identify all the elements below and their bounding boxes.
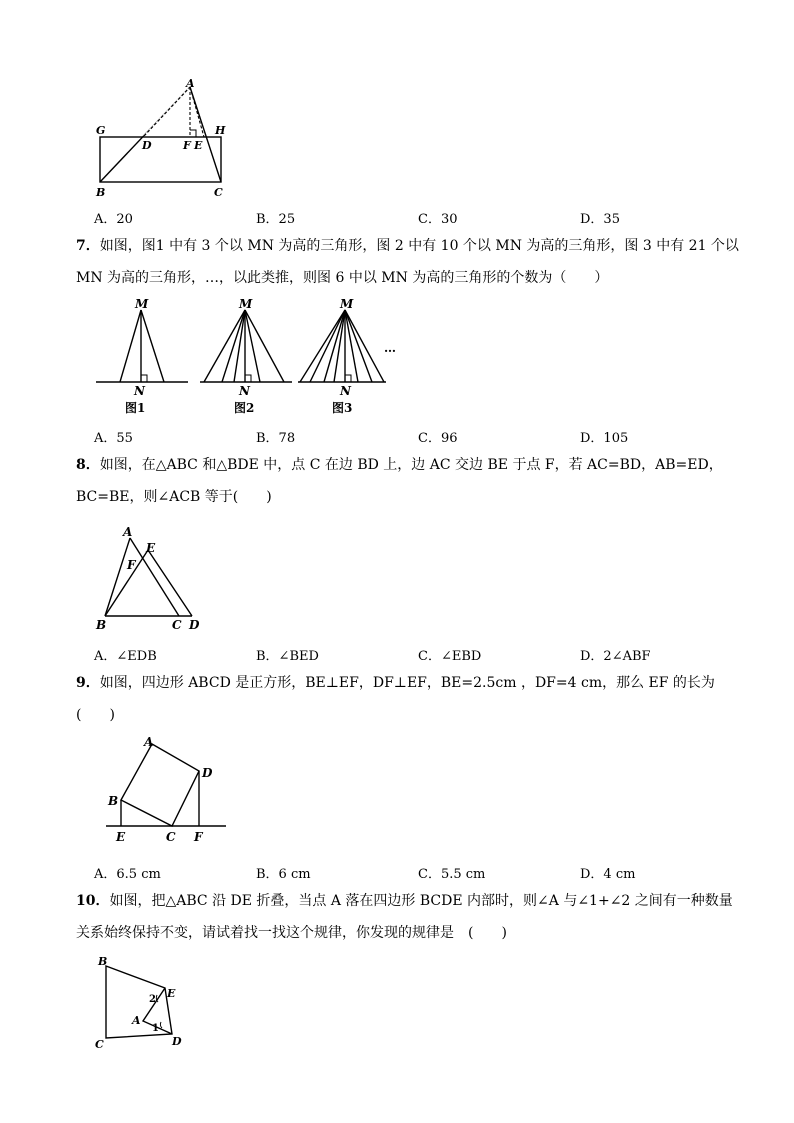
q6-label-E: E bbox=[194, 139, 203, 152]
q9-option-d[interactable]: D．4 cm bbox=[580, 867, 636, 882]
q10-label-D: D bbox=[172, 1035, 182, 1048]
q6-figure bbox=[92, 78, 232, 200]
q8-option-b[interactable]: B．∠BED bbox=[256, 649, 319, 664]
q10-figure bbox=[92, 952, 202, 1052]
q10-stem-line1 bbox=[76, 886, 733, 917]
q8-number: 8． bbox=[76, 457, 100, 473]
q7-figure bbox=[94, 294, 404, 418]
q8-label-C: C bbox=[172, 618, 182, 632]
q9-stem-line2: ( ) bbox=[76, 707, 115, 723]
q6-label-A: A bbox=[186, 78, 195, 90]
q8-stem-line2: BC=BE，则∠ACB 等于( ) bbox=[76, 489, 272, 505]
q6-label-B: B bbox=[96, 186, 106, 199]
q7-fig3-label-N: N bbox=[340, 384, 351, 398]
q6-label-G: G bbox=[96, 124, 106, 137]
q9-option-b[interactable]: B．6 cm bbox=[256, 867, 311, 882]
q8-label-E: E bbox=[146, 541, 156, 555]
q9-figure bbox=[100, 734, 232, 846]
q7-fig1-label-N: N bbox=[134, 384, 145, 398]
q10-label-B: B bbox=[98, 955, 108, 968]
q7-number: 7． bbox=[76, 238, 100, 254]
q9-label-D: D bbox=[202, 766, 213, 780]
q10-angle-1: 1 bbox=[152, 1023, 159, 1034]
q9-label-B: B bbox=[108, 794, 119, 808]
q10-text-1: 如图，把△ABC 沿 DE 折叠，当点 A 落在四边形 BCDE 内部时，则∠A 与∠1+∠2 之间有一种数量 bbox=[109, 893, 733, 909]
q9-label-E: E bbox=[116, 830, 126, 844]
q7-option-d[interactable]: D．105 bbox=[580, 431, 629, 446]
q10-angle-2: 2 bbox=[149, 994, 156, 1005]
q9-label-F: F bbox=[194, 830, 203, 844]
q10-label-E: E bbox=[167, 987, 176, 1000]
q7-option-c[interactable]: C．96 bbox=[418, 431, 458, 446]
q9-option-a[interactable]: A．6.5 cm bbox=[94, 867, 161, 882]
q8-option-a[interactable]: A．∠EDB bbox=[94, 649, 157, 664]
q6-option-a[interactable]: A．20 bbox=[94, 212, 133, 227]
q10-label-A: A bbox=[132, 1014, 141, 1027]
q7-fig3-caption: 图3 bbox=[332, 401, 353, 415]
q7-fig2-caption: 图2 bbox=[234, 401, 255, 415]
q6-label-F: F bbox=[183, 139, 191, 152]
q8-label-F: F bbox=[127, 558, 136, 572]
q8-label-A: A bbox=[123, 525, 133, 539]
q9-label-C: C bbox=[166, 830, 176, 844]
q10-stem-line2: 关系始终保持不变，请试着找一找这个规律，你发现的规律是 ( ) bbox=[76, 925, 507, 941]
q6-option-c[interactable]: C．30 bbox=[418, 212, 458, 227]
q8-option-d[interactable]: D．2∠ABF bbox=[580, 649, 651, 664]
q7-stem-line2: MN 为高的三角形，…，以此类推，则图 6 中以 MN 为高的三角形的个数为（ ） bbox=[76, 270, 609, 286]
q9-number: 9． bbox=[76, 675, 100, 691]
q7-fig1-label-M: M bbox=[135, 297, 149, 311]
q9-text-1: 如图，四边形 ABCD 是正方形，BE⊥EF，DF⊥EF，BE=2.5cm ，DF=4 cm，那么 EF 的长为 bbox=[99, 675, 715, 691]
q8-label-D: D bbox=[189, 618, 200, 632]
q9-stem-line1 bbox=[76, 668, 715, 699]
q9-label-A: A bbox=[144, 735, 154, 749]
q6-option-d[interactable]: D．35 bbox=[580, 212, 620, 227]
q9-option-c[interactable]: C．5.5 cm bbox=[418, 867, 486, 882]
q8-label-B: B bbox=[96, 618, 107, 632]
q7-fig2-label-M: M bbox=[239, 297, 253, 311]
q6-option-b[interactable]: B．25 bbox=[256, 212, 296, 227]
q7-fig3-label-M: M bbox=[340, 297, 354, 311]
q10-number: 10． bbox=[76, 893, 110, 909]
q7-fig1-caption: 图1 bbox=[125, 401, 146, 415]
q7-option-a[interactable]: A．55 bbox=[94, 431, 133, 446]
q8-figure bbox=[92, 524, 212, 636]
q8-text-1: 如图，在△ABC 和△BDE 中，点 C 在边 BD 上，边 AC 交边 BE 于点 F，若 AC=BD，AB=ED， bbox=[99, 457, 723, 473]
q6-label-D: D bbox=[142, 139, 152, 152]
q6-label-C: C bbox=[214, 186, 223, 199]
q10-label-C: C bbox=[95, 1038, 104, 1051]
q7-option-b[interactable]: B．78 bbox=[256, 431, 296, 446]
q8-option-c[interactable]: C．∠EBD bbox=[418, 649, 482, 664]
q7-fig2-label-N: N bbox=[239, 384, 250, 398]
q6-label-H: H bbox=[215, 124, 226, 137]
q8-stem-line1 bbox=[76, 450, 723, 481]
q7-ellipsis: … bbox=[384, 341, 396, 355]
q7-stem-line1 bbox=[76, 231, 739, 262]
q7-text-1: 如图，图1 中有 3 个以 MN 为高的三角形，图 2 中有 10 个以 MN 为高的三角形，图 3 中有 21 个以 bbox=[99, 238, 739, 254]
